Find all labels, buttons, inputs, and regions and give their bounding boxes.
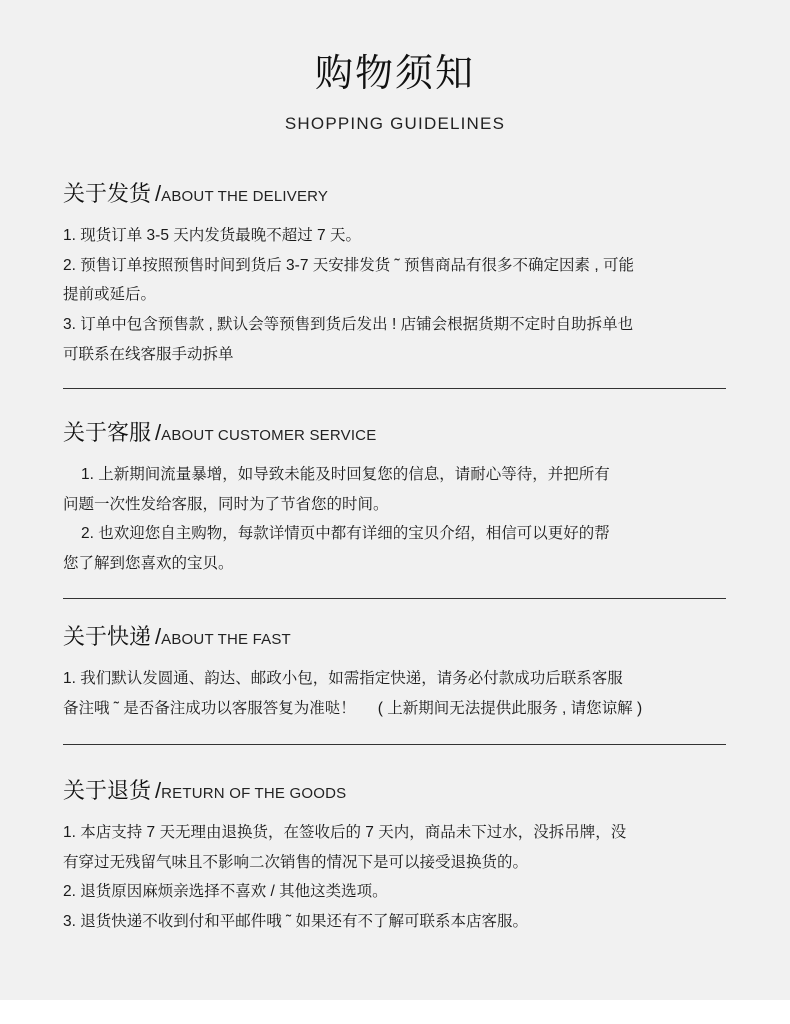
section-customer-service: [63, 418, 726, 579]
section-divider: [63, 598, 726, 599]
text-line: 有穿过无残留气味且不影响二次销售的情况下是可以接受退换货的。: [63, 853, 529, 871]
section-body: [63, 818, 726, 937]
section-heading-cn: 关于客服: [63, 420, 152, 445]
section-heading-en: ABOUT THE DELIVERY: [161, 188, 329, 205]
text-line: 1. 我们默认发圆通、韵达、邮政小包，如需指定快递，请务必付款成功后联系客服: [63, 670, 623, 687]
title-block: [0, 48, 790, 134]
text-line: 1. 现货订单 3-5 天内发货最晚不超过 7 天。: [63, 227, 361, 244]
text-line: 可联系在线客服手动拆单: [63, 345, 234, 363]
section-heading-en: RETURN OF THE GOODS: [161, 785, 347, 802]
section-heading: [63, 418, 726, 448]
section-heading-cn: 关于退货: [63, 778, 152, 803]
text-line: 1. 本店支持 7 天无理由退换货，在签收后的 7 天内，商品未下过水，没拆吊牌，没: [63, 824, 627, 841]
service-note: ( 上新期间无法提供此服务 , 请您谅解 ): [377, 699, 643, 717]
text-line: 您了解到您喜欢的宝贝。: [63, 555, 234, 573]
section-heading-cn: 关于发货: [63, 181, 152, 206]
section-divider: [63, 388, 726, 389]
text-line: 2. 也欢迎您自主购物，每款详情页中都有详细的宝贝介绍，相信可以更好的帮: [81, 525, 610, 543]
text-line: 问题一次性发给客服，同时为了节省您的时间。: [63, 495, 389, 513]
section-heading-en: ABOUT THE FAST: [161, 631, 291, 648]
section-heading-en: ABOUT CUSTOMER SERVICE: [161, 427, 377, 444]
text-line: 2. 预售订单按照预售时间到货后 3-7 天安排发货 ˜ 预售商品有很多不确定因素 , 可能: [63, 256, 634, 274]
section-returns: [63, 776, 726, 937]
text-line: 备注哦 ˜ 是否备注成功以客服答复为准哒！: [63, 699, 356, 717]
text-line: 提前或延后。: [63, 286, 157, 304]
section-heading: [63, 776, 726, 806]
page-subtitle: SHOPPING GUIDELINES: [284, 114, 506, 133]
heading-slash: /: [155, 778, 162, 803]
heading-slash: /: [155, 181, 162, 206]
text-line: 3. 退货快递不收到付和平邮件哦 ˜ 如果还有不了解可联系本店客服。: [63, 913, 529, 931]
section-body: [63, 460, 726, 579]
section-body: [63, 664, 726, 723]
section-divider: [63, 744, 726, 745]
text-line: 2. 退货原因麻烦亲选择不喜欢 / 其他这类选项。: [63, 883, 388, 901]
section-body: [63, 221, 726, 370]
page-title: 购物须知: [314, 53, 475, 95]
section-courier: [63, 622, 726, 723]
text-line: 1. 上新期间流量暴增，如导致未能及时回复您的信息，请耐心等待，并把所有: [81, 466, 610, 483]
section-heading-cn: 关于快递: [63, 624, 152, 649]
text-line-with-note: [63, 694, 726, 724]
text-line: 3. 订单中包含预售款 , 默认会等预售到货后发出 ! 店铺会根据货期不定时自助拆单也: [63, 316, 634, 334]
section-heading: [63, 179, 726, 209]
heading-slash: /: [155, 624, 162, 649]
heading-slash: /: [155, 420, 162, 445]
section-heading: [63, 622, 726, 652]
section-delivery: [63, 179, 726, 370]
